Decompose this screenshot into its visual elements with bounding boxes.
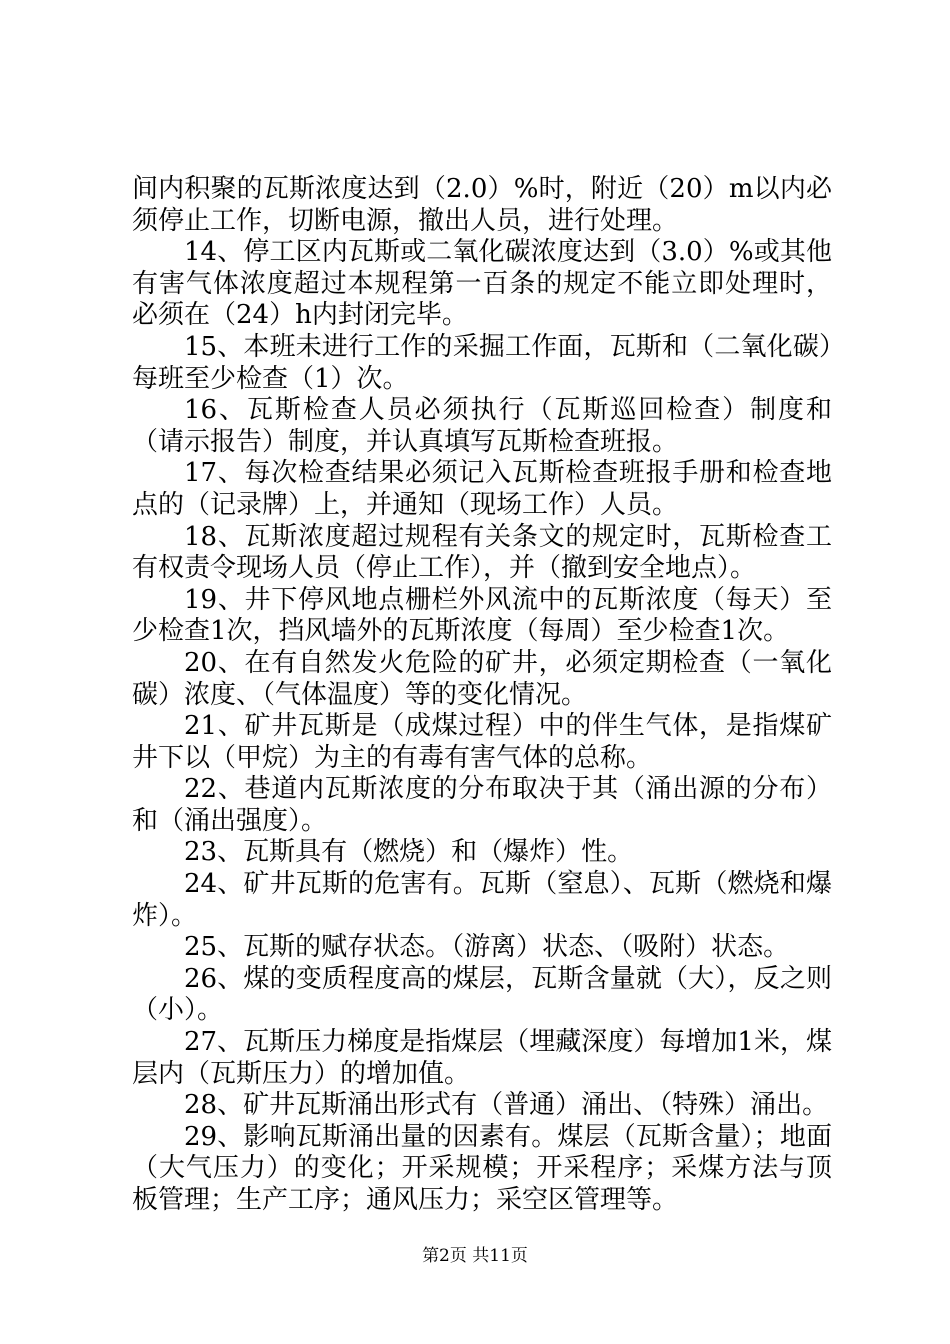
paragraph-item-21: 21、矿井瓦斯是（成煤过程）中的伴生气体，是指煤矿井下以（甲烷）为主的有毒有害气体的总称。 [132, 711, 832, 773]
paragraph-item-25: 25、瓦斯的赋存状态。（游离）状态、（吸附）状态。 [184, 932, 790, 963]
paragraph-item-26: 26、煤的变质程度高的煤层，瓦斯含量就（大），反之则（小）。 [132, 963, 832, 1026]
paragraph-item-18: 18、瓦斯浓度超过规程有关条文的规定时，瓦斯检查工有权责令现场人员（停止工作），并（撤到安全地点）。 [132, 521, 832, 584]
paragraph-item-27: 27、瓦斯压力梯度是指煤层（埋藏深度）每增加1米，煤层内（瓦斯压力）的增加值。 [132, 1027, 832, 1089]
paragraph-item-23: 23、瓦斯具有（燃烧）和（爆炸）性。 [184, 837, 634, 868]
page-number-footer: 第2页 共11页 [422, 1246, 528, 1266]
paragraph-item-28: 28、矿井瓦斯涌出形式有（普通）涌出、（特殊）涌出。 [184, 1090, 829, 1121]
paragraph-item-22: 22、巷道内瓦斯浓度的分布取决于其（涌出源的分布）和（涌出强度）。 [132, 774, 832, 836]
paragraph-item-16: 16、瓦斯检查人员必须执行（瓦斯巡回检查）制度和（请示报告）制度，并认真填写瓦斯检查班报。 [132, 395, 832, 457]
paragraph-item-24: 24、矿井瓦斯的危害有。瓦斯（窒息）、瓦斯（燃烧和爆炸）。 [132, 869, 832, 931]
paragraph-item-15: 15、本班未进行工作的采掘工作面，瓦斯和（二氧化碳）每班至少检查（1）次。 [132, 331, 832, 394]
paragraph-continuation: 间内积聚的瓦斯浓度达到（2.0）%时，附近（20）m以内必须停止工作，切断电源，撤出人员，进行处理。 [132, 174, 832, 236]
paragraph-item-14: 14、停工区内瓦斯或二氧化碳浓度达到（3.0）%或其他有害气体浓度超过本规程第一百条的规定不能立即处理时，必须在（24）h内封闭完毕。 [132, 237, 832, 331]
paragraph-item-17: 17、每次检查结果必须记入瓦斯检查班报手册和检查地点的（记录牌）上，并通知（现场工作）人员。 [132, 458, 832, 520]
paragraph-item-19: 19、井下停风地点栅栏外风流中的瓦斯浓度（每天）至少检查1次，挡风墙外的瓦斯浓度（每周）至少检查1次。 [132, 584, 832, 647]
document-body [132, 174, 832, 1217]
paragraph-item-20: 20、在有自然发火危险的矿井，必须定期检查（一氧化碳）浓度、（气体温度）等的变化情况。 [132, 647, 832, 710]
paragraph-item-29: 29、影响瓦斯涌出量的因素有。煤层（瓦斯含量）；地面（大气压力）的变化；开采规模；开采程序；采煤方法与顶板管理；生产工序；通风压力；采空区管理等。 [132, 1121, 832, 1215]
